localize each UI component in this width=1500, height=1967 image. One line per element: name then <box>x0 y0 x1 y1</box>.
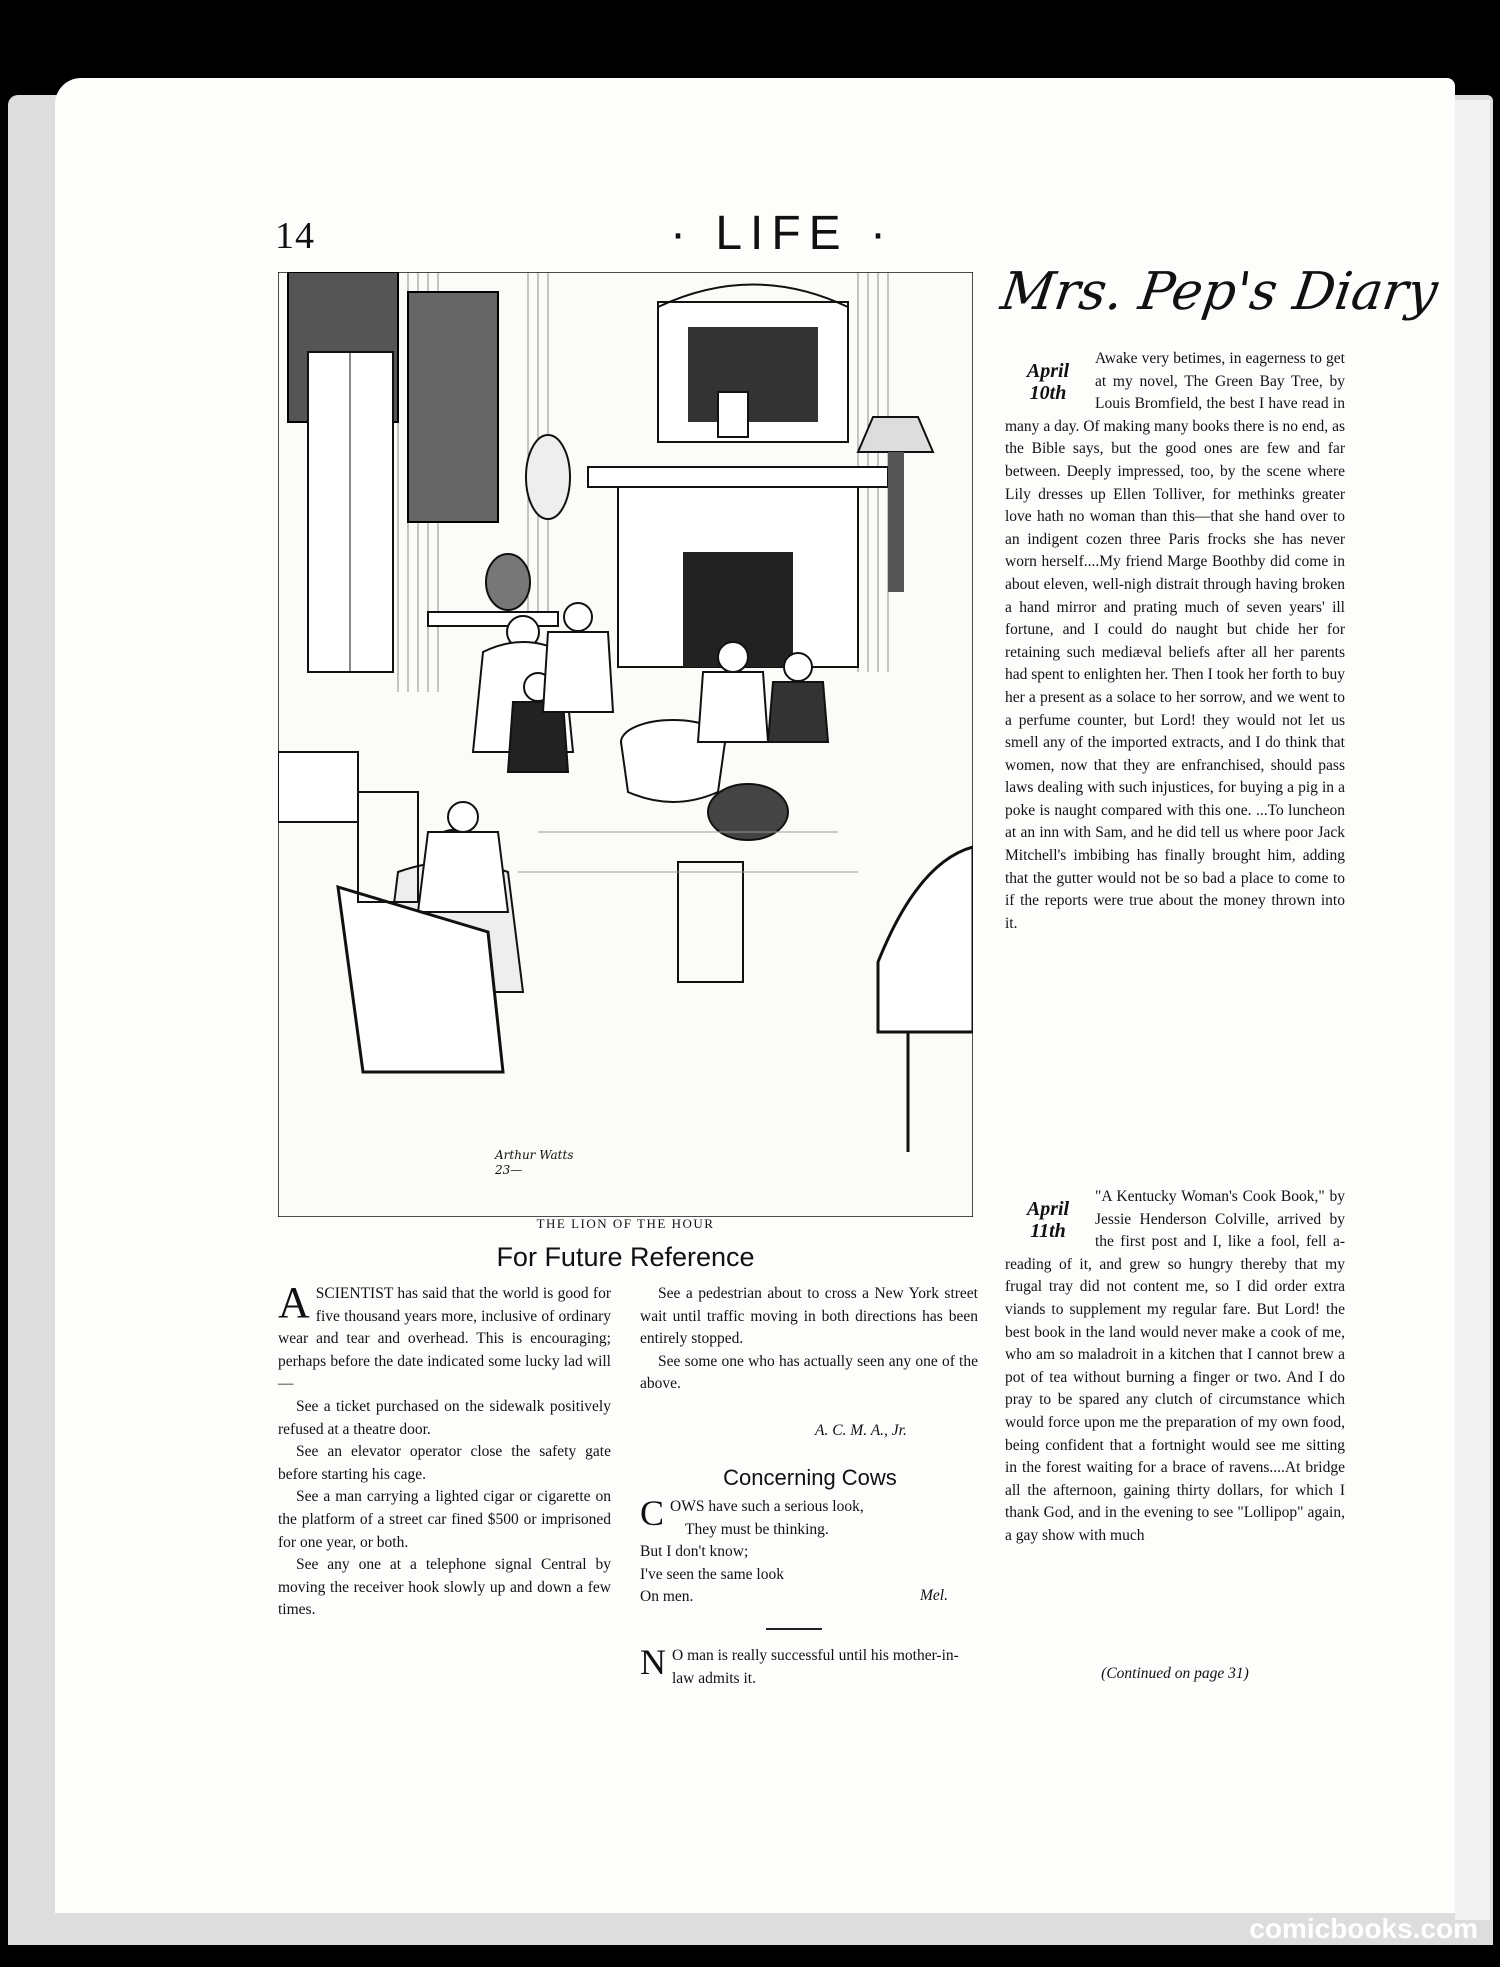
article-signature: A. C. M. A., Jr. <box>815 1422 907 1439</box>
article-paragraph: See a ticket purchased on the sidewalk positively refused at a theatre door. <box>278 1397 611 1438</box>
diary-entry-april-11 <box>1005 1186 1345 1664</box>
article-paragraph: SCIENTIST has said that the world is good for five thousand years more, inclusive of ordinary wear and tear and overhead. This is encouraging; perhaps before the date indicated some lucky lad will— <box>278 1285 611 1393</box>
diary-entry-text: Awake very betimes, in eagerness to get at my novel, The Green Bay Tree, by Louis Bromfield, the best I have read in many a day. Of making many books there is no end, as the Bible says, but the good ones are few and far between. Deeply impressed, too, by the scene where Lily dresses up Ellen Tolliver, for methinks greater love hath no woman than this—that she hand over to an indigent cozen three Paris frocks she has never worn herself....My friend Marge Boothby did come in about eleven, well-nigh distrait through having broken a hand mirror and prating much of seven years' ill fortune, and I could do naught but chide her for retaining such mediæval beliefs after all her parents had spent to enlighten her. Then I took her forth to buy her a present as a solace to her sorrow, and we went to a perfume counter, but Lord! they would not let us smell any of the imported extracts, and I do think that women, now that they are enfranchised, should pass laws dealing with such injustices, for buying a pig in a poke is naught compared with this one. ...To luncheon at an inn with Sam, and he did tell us where poor Jack Mitchell's imbibing has finally brought him, adding that the gutter would not be so bad a place to come to if the reports were true about the money thrown into it. <box>1005 350 1345 932</box>
diary-entry-april-10 <box>1005 348 1345 1168</box>
poem-heading: Concerning Cows <box>723 1465 897 1490</box>
article-column-right <box>640 1283 978 1396</box>
diary-title: Mrs. Pep's Diary <box>997 262 1442 322</box>
page-stack-edge <box>1455 100 1490 1920</box>
site-watermark: comicbooks.com <box>1249 1913 1478 1944</box>
poem-line: On men. <box>640 1588 694 1606</box>
poem-line: I've seen the same look <box>640 1565 784 1583</box>
article-paragraph: See a man carrying a lighted cigar or cigarette on the platform of a street car fined $500 or imprisoned for one year, or both. <box>278 1488 611 1551</box>
diary-date-april-10: April 10th <box>1026 360 1070 404</box>
diary-date-april-11: April 11th <box>1026 1198 1070 1242</box>
epigram-text: O man is really successful until his mother-in-law admits it. <box>672 1647 959 1687</box>
article-paragraph: See any one at a telephone signal Central by moving the receiver hook slowly up and down a few times. <box>278 1556 611 1619</box>
drop-cap: A <box>278 1278 310 1327</box>
binding-shadow <box>1420 0 1500 90</box>
article-paragraph: See some one who has actually seen any one of the above. <box>640 1352 978 1393</box>
poem-line: They must be thinking. <box>685 1520 829 1538</box>
cartoon-illustration <box>278 272 973 1217</box>
article-paragraph: See an elevator operator close the safety gate before starting his cage. <box>278 1443 611 1483</box>
masthead: · LIFE · <box>670 207 895 260</box>
article-paragraph: See a pedestrian about to cross a New York street wait until traffic moving in both directions has been entirely stopped. <box>640 1285 978 1348</box>
poem-signature: Mel. <box>920 1587 948 1604</box>
section-divider <box>766 1628 822 1630</box>
artist-signature: Arthur Watts 23— <box>495 1148 574 1177</box>
poem-line: But I don't know; <box>640 1543 749 1561</box>
drop-cap: C <box>640 1493 665 1533</box>
poem-line: OWS have such a serious look, <box>670 1498 864 1515</box>
continued-note: (Continued on page 31) <box>1101 1665 1249 1682</box>
cartoon-caption: THE LION OF THE HOUR <box>536 1216 715 1231</box>
article-heading: For Future Reference <box>496 1242 755 1272</box>
drop-cap: N <box>640 1642 666 1682</box>
article-column-left <box>278 1278 611 1622</box>
diary-entry-text: "A Kentucky Woman's Cook Book," by Jessie Henderson Colville, arrived by the first post and I, like a fool, fell a-reading of it, and grew so hungry thereby that my frugal tray did not content me, so I did order extra viands to supplement my regular fare. But Lord! the best book in the land would never make a cook of me, who am so maladroit in a kitchen that I cannot brew a pot of tea without burning a finger or two. And I do pray to be spared any clutch of circumstance which would force upon me the preparation of my own food, being confident that a fortnight would see me sitting in the forest waiting for a brace of ravens....At bridge all the afternoon, gaining thirty dollars, for which I thank God, and in the evening to see "Lollipop" again, a gay show with much <box>1005 1188 1345 1544</box>
page-number: 14 <box>275 215 315 257</box>
epigram <box>640 1642 978 1690</box>
